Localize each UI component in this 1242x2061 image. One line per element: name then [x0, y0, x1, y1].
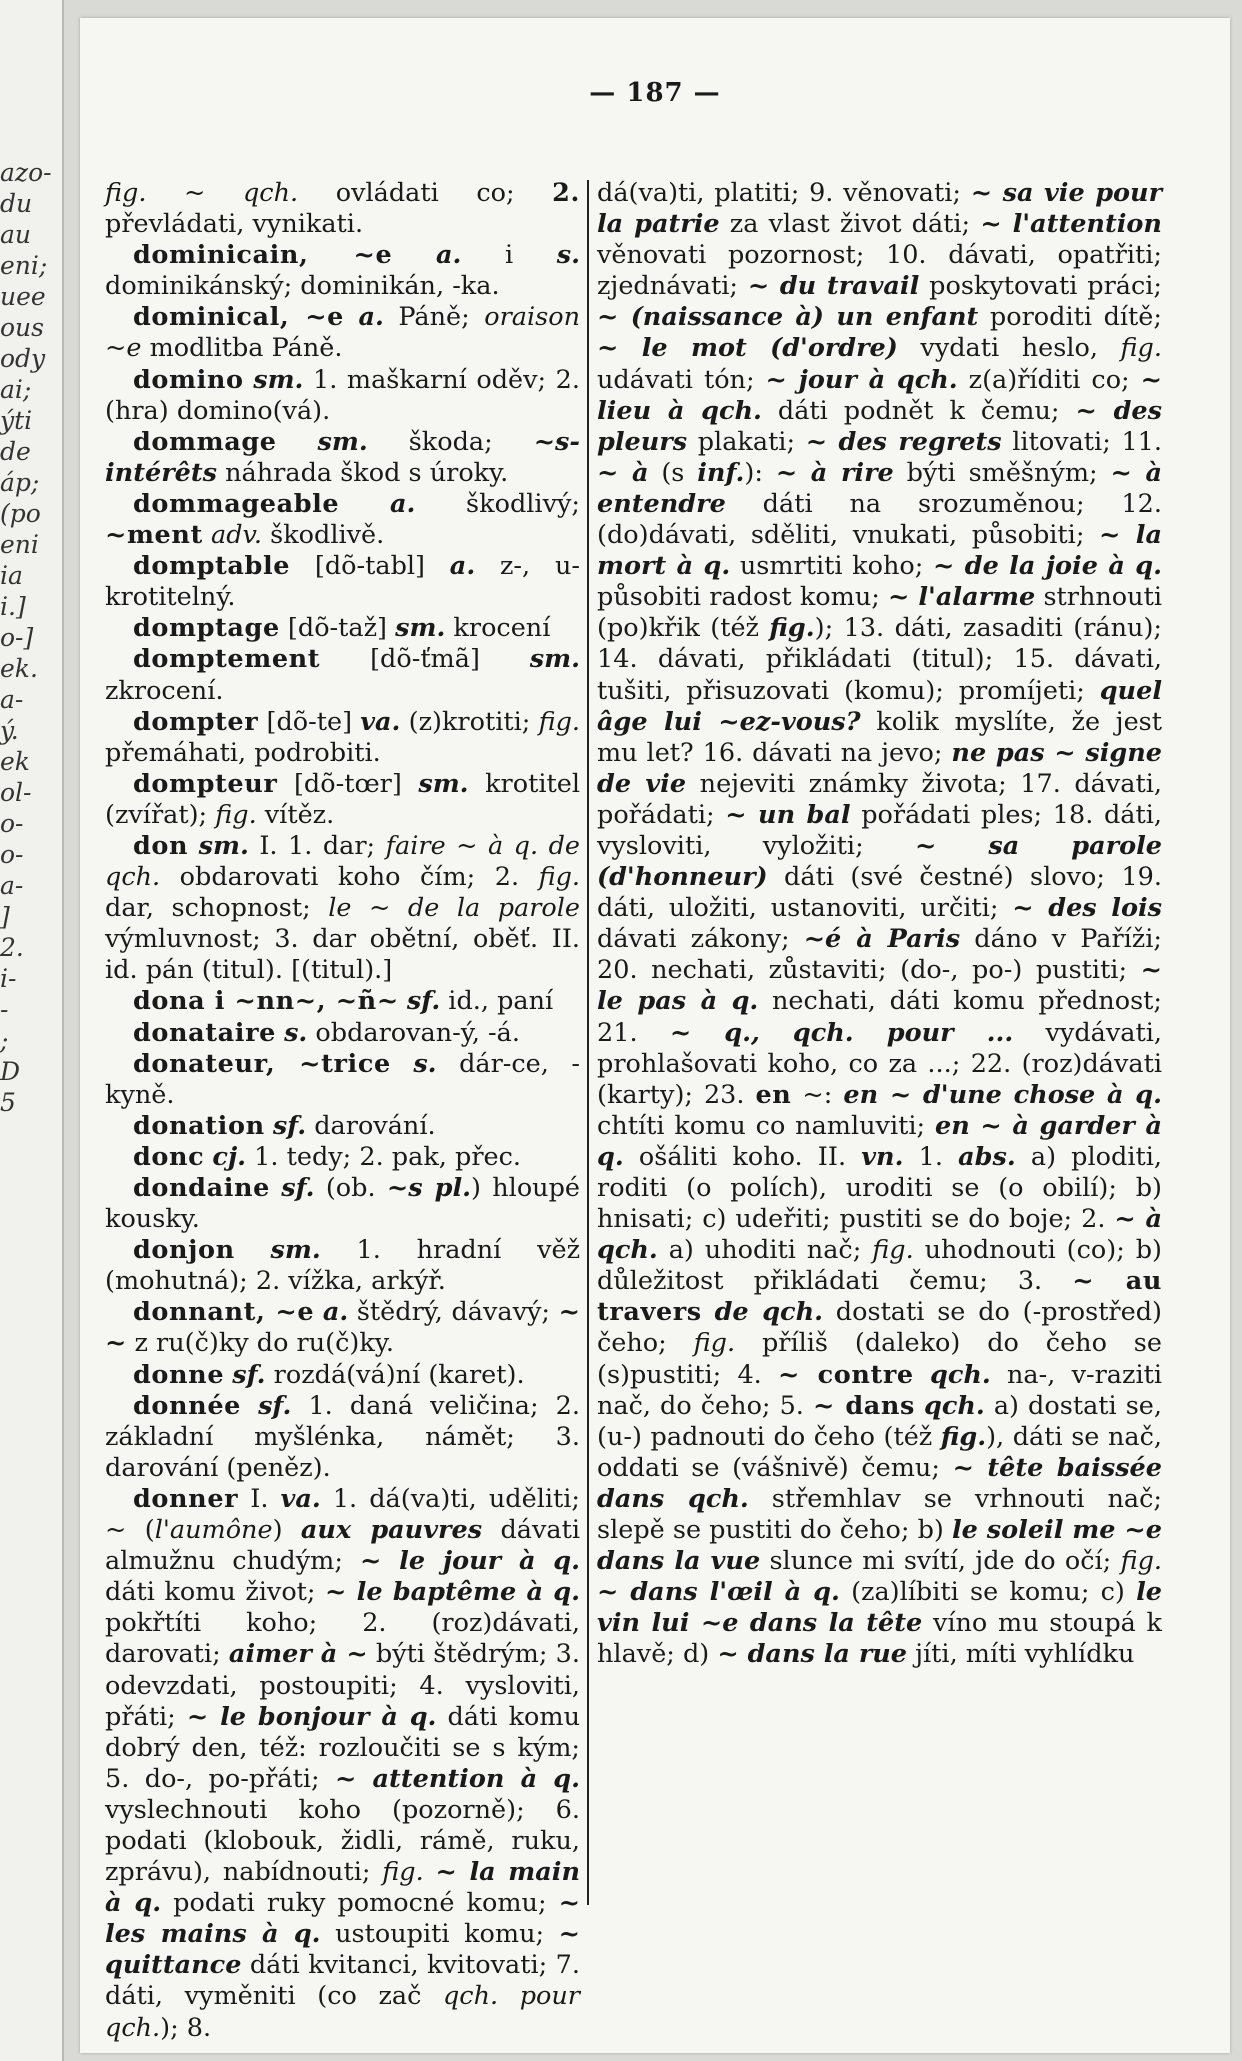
definition-text: na-, v-raziti nač, do čeho; 5. — [597, 1359, 1163, 1421]
headword: domptable — [133, 551, 291, 582]
definition-text: uhodnouti (co); b) důležitost přikládati čemu; 3. — [597, 1235, 1162, 1297]
headword: donc — [133, 1141, 205, 1172]
dictionary-entry — [105, 302, 580, 364]
definition-text: přemáhati, podrobiti. — [105, 737, 381, 768]
definition-text: škodlivý; — [415, 488, 580, 519]
italic-phrase: ~ le bonjour à q. — [186, 1701, 437, 1732]
italic-phrase: sm. — [418, 768, 469, 799]
headword: en — [755, 1079, 792, 1110]
headword: donnée — [133, 1390, 241, 1421]
headword: don — [133, 830, 189, 861]
dictionary-entry — [105, 1484, 580, 2044]
dictionary-entry — [105, 489, 580, 551]
italic-phrase: ~ à qch. — [597, 1204, 1162, 1266]
italic-phrase: sf. — [272, 1110, 307, 1141]
italic-phrase: ~ l'alarme — [888, 582, 1036, 613]
italic-phrase: qch. — [929, 1359, 991, 1390]
headword: dommage — [133, 426, 277, 457]
previous-page-fragment: de — [0, 437, 31, 466]
italic-phrase: ~ (naissance à) un enfant — [597, 302, 979, 333]
definition-text: I. — [238, 1483, 281, 1514]
italic-phrase: a. — [322, 1297, 349, 1328]
dictionary-entry — [105, 551, 580, 613]
definition-text: strhnouti (po)křik (též — [597, 582, 1162, 644]
definition-text: jíti, míti vyhlídku — [907, 1639, 1135, 1670]
previous-page-fragment: i- — [0, 964, 17, 993]
headword: ~ment — [105, 520, 203, 551]
italic-phrase: le soleil me ~e dans la vue — [597, 1515, 1162, 1577]
definition-text — [391, 1049, 414, 1079]
italic-phrase: ~ de la joie à q. — [932, 551, 1162, 582]
dictionary-entry — [105, 240, 580, 302]
definition-text: 1. hradní věž (mohutná); 2. vížka, arkýř. — [105, 1235, 581, 1297]
definition-text: ); 8. — [160, 2012, 212, 2043]
definition-text: 1. — [903, 1141, 959, 1172]
italic-phrase: fig. — [872, 1235, 914, 1266]
definition-text: obdarovan-ý, -á. — [307, 1017, 520, 1048]
italic-phrase: en ~ à garder à q. — [597, 1110, 1163, 1172]
previous-page-fragment: a- — [0, 871, 24, 900]
definition-text: dáti (své čestné) slovo; 19. dáti, uložiti, ustanoviti, určiti; — [597, 862, 1162, 924]
italic-phrase: sm. — [270, 1235, 321, 1266]
italic-phrase: abs. — [958, 1141, 1016, 1172]
column-divider — [587, 180, 589, 1905]
right-column — [597, 178, 1162, 1671]
definition-text: krotitel (zvířat); — [105, 768, 580, 830]
italic-phrase: ~ le mot (d'ordre) — [597, 333, 898, 364]
definition-text: Páně; — [383, 302, 485, 333]
definition-text — [241, 1391, 258, 1421]
previous-page-fragment: ý. — [0, 716, 19, 745]
italic-phrase: fig. — [1120, 1546, 1162, 1577]
italic-phrase: qch. — [924, 1390, 985, 1421]
italic-phrase: ~ tête baissée dans qch. — [597, 1452, 1162, 1514]
definition-text: víno mu stoupá k hlavě; d) — [597, 1608, 1163, 1670]
definition-text: býti štědrým; 3. odevzdati, postoupiti; 4. vysloviti, přáti; — [105, 1639, 580, 1732]
italic-phrase: fig. — [538, 862, 580, 893]
definition-text: usmrtiti koho; — [730, 551, 933, 582]
dictionary-entry — [105, 1018, 580, 1049]
italic-phrase: faire ~ à q. de qch. — [105, 830, 580, 893]
italic-phrase: ~ à — [597, 457, 649, 488]
definition-text: převládati, vynikati. — [105, 209, 364, 240]
definition-text: [dõ-tabl] — [290, 551, 450, 582]
dictionary-entry — [105, 831, 580, 986]
page-number: — 187 — — [589, 78, 721, 108]
dictionary-entry — [105, 365, 580, 427]
definition-text: pořádati ples; 18. dáti, vysloviti, vyložiti; — [597, 799, 1162, 861]
italic-phrase: ~ sa vie pour la patrie — [597, 178, 1163, 240]
definition-text: za vlast život dáti; — [719, 209, 981, 240]
previous-page-fragment: uee — [0, 282, 46, 311]
headword: ~ dans — [812, 1390, 915, 1421]
definition-text: id., paní — [440, 986, 554, 1017]
italic-phrase: ~ l'attention — [980, 209, 1162, 240]
italic-phrase: sf. — [232, 1359, 266, 1390]
definition-text: [dõ-te] — [258, 706, 361, 737]
headword: domino — [133, 364, 244, 395]
italic-phrase: sm. — [395, 613, 446, 644]
italic-phrase: ~ des pleurs — [597, 395, 1162, 457]
definition-text — [399, 986, 407, 1016]
definition-text: (za)líbiti se komu; c) — [839, 1577, 1137, 1608]
definition-text: 1. dá(va)ti, uděliti; ~ ( — [105, 1483, 580, 1546]
headword: 2. — [552, 178, 580, 208]
italic-phrase: s. — [556, 240, 580, 271]
previous-page-fragment: i.] — [0, 592, 26, 621]
italic-phrase: fig. — [215, 799, 257, 830]
italic-phrase: sm. — [317, 426, 368, 457]
definition-text: ): — [744, 457, 776, 488]
italic-phrase: ~ à rire — [775, 457, 894, 488]
definition-text: výmluvnost; 3. dar obětní, oběť. II. id. pán (titul). [(titul).] — [105, 924, 580, 986]
definition-text: nechati, dáti komu přednost; 21. — [597, 986, 1162, 1048]
headword: dominicain, ~e — [133, 240, 393, 271]
headword: dompteur — [133, 768, 278, 799]
italic-phrase: ~ le pas à q. — [597, 955, 1162, 1017]
headword: ~ contre — [778, 1359, 914, 1390]
definition-text: věnovati pozornost; 10. dávati, opatřiti; zjednávati; — [597, 240, 1162, 302]
definition-text: modlitba Páně. — [141, 333, 343, 364]
previous-page-fragment: 2. — [0, 933, 24, 962]
previous-page-fragment: ýti — [0, 406, 33, 435]
definition-text: ovládati co; — [298, 178, 553, 208]
definition-text: škoda; — [367, 426, 534, 457]
previous-page-fragment: ek. — [0, 654, 38, 683]
italic-phrase: en ~ d'une chose à q. — [843, 1079, 1162, 1110]
definition-text: krocení — [445, 613, 551, 644]
previous-page-fragment: ous — [0, 313, 44, 342]
definition-text: rozdá(vá)ní (karet). — [265, 1359, 525, 1390]
definition-text: ); 13. dáti, zasaditi (ránu); 14. dávati, přikládati (titul); 15. dávati, tušiti, přisuzovati (komu); promíjeti; — [597, 613, 1162, 706]
italic-phrase: ~ des lois — [1012, 893, 1162, 924]
previous-page-fragment: a- — [0, 685, 24, 714]
dictionary-entry — [105, 1049, 580, 1111]
definition-text: dávati almužnu chudým; — [105, 1515, 580, 1577]
italic-phrase: inf. — [697, 457, 745, 488]
headword: dona i ~nn~, ~ñ~ — [133, 986, 399, 1017]
definition-text: kolik myslíte, že jest mu let? 16. dávati na jevo; — [597, 706, 1162, 768]
definition-text: dáti podnět k čemu; — [761, 395, 1076, 426]
definition-text: dáti komu dobrý den, též: rozloučiti se s kým; 5. do-, po-přáti; — [105, 1701, 580, 1794]
italic-phrase: oraison ~e — [105, 302, 580, 364]
dictionary-entry — [105, 1235, 580, 1297]
previous-page-fragment: ] — [0, 902, 10, 931]
previous-page-fragment: du — [0, 189, 33, 218]
previous-page-fragment: ia — [0, 561, 23, 590]
italic-phrase: ~ sa parole (d'honneur) — [597, 830, 1162, 893]
italic-phrase: ne pas ~ signe de vie — [597, 737, 1163, 799]
headword: domptage — [133, 613, 280, 644]
definition-text: z ru(č)ky do ru(č)ky. — [126, 1328, 394, 1359]
definition-text — [235, 1235, 271, 1265]
dictionary-entry — [105, 707, 580, 769]
dictionary-entry — [105, 427, 580, 489]
previous-page-edge — [0, 0, 64, 2061]
italic-phrase: va. — [280, 1483, 321, 1514]
definition-text: dominikánský; dominikán, -ka. — [105, 271, 500, 302]
definition-text: dávati zákony; — [597, 924, 804, 955]
definition-text: darování. — [306, 1110, 436, 1141]
definition-text — [424, 1857, 436, 1887]
previous-page-fragment: ek — [0, 747, 30, 776]
previous-page-fragment: ol- — [0, 778, 32, 807]
headword: ~ au travers — [597, 1266, 1162, 1328]
dictionary-entry — [105, 613, 580, 644]
dictionary-entry — [105, 1391, 580, 1484]
definition-text: ~: — [791, 1079, 844, 1110]
definition-text: litovati; 11. — [1001, 426, 1162, 457]
definition-text: a) uhoditi nač; — [657, 1235, 873, 1266]
definition-text: [dõ-tœr] — [277, 768, 419, 799]
italic-phrase: ~s-intérêts — [105, 426, 580, 488]
definition-text: (ob. — [314, 1173, 387, 1203]
previous-page-fragment: eni; — [0, 251, 48, 280]
dictionary-entry — [105, 1360, 580, 1391]
headword: donner — [133, 1483, 239, 1514]
previous-page-fragment: áp; — [0, 468, 40, 497]
definition-text — [203, 520, 211, 550]
definition-text: ustoupiti komu; — [320, 1919, 559, 1950]
previous-page-fragment: o-] — [0, 623, 34, 652]
definition-text: obdarovati koho čím; 2. — [160, 862, 539, 893]
definition-text — [277, 427, 318, 457]
dictionary-entry — [105, 769, 580, 831]
italic-phrase: ~ du travail — [747, 271, 920, 302]
definition-text: ) — [272, 1515, 301, 1546]
definition-text: 1. daná veličina; 2. základní myšlénka, námět; 3. darování (peněz). — [105, 1390, 580, 1483]
italic-phrase: fig. — [538, 706, 580, 737]
dictionary-entry — [105, 1297, 580, 1359]
headword: donnant, ~e — [133, 1297, 315, 1328]
italic-phrase: ~ des regrets — [805, 426, 1002, 457]
italic-phrase: s. — [284, 1017, 308, 1048]
previous-page-fragment: o- — [0, 809, 24, 838]
italic-phrase: a. — [435, 240, 462, 271]
entry-continuation — [105, 178, 580, 240]
previous-page-fragment: o- — [0, 840, 24, 869]
definition-text — [344, 302, 359, 332]
previous-page-fragment: ody — [0, 344, 46, 373]
definition-text: a) dostati se, (u-) padnouti do čeho (též — [597, 1390, 1162, 1452]
italic-phrase: aux pauvres — [300, 1515, 483, 1546]
definition-text: štědrý, dávavý; — [348, 1297, 559, 1328]
definition-text — [270, 1173, 281, 1203]
headword: dommageable — [133, 488, 340, 519]
italic-phrase: ~ un bal — [725, 799, 851, 830]
definition-text: býti směšným; — [893, 457, 1111, 488]
definition-text: dár-ce, -kyně. — [105, 1048, 581, 1110]
definition-text: z-, u-krotitelný. — [105, 551, 580, 613]
dictionary-entry — [105, 1111, 580, 1142]
definition-text: dá(va)ti, platiti; 9. věnovati; — [597, 178, 971, 208]
definition-text: škodlivě. — [262, 520, 385, 551]
previous-page-fragment: eni — [0, 530, 39, 559]
definition-text: vítěz. — [256, 799, 335, 830]
italic-phrase: sm. — [529, 644, 580, 675]
italic-phrase: l'aumône — [154, 1515, 273, 1546]
italic-phrase: ~ dans la rue — [717, 1639, 908, 1670]
definition-text: dar, schopnost; — [105, 893, 329, 924]
definition-text — [915, 1391, 924, 1421]
previous-page-fragment: azo- — [0, 158, 52, 187]
left-column — [105, 178, 580, 2044]
definition-text: zkrocení. — [105, 675, 224, 706]
previous-page-fragment: 5 — [0, 1088, 16, 1117]
italic-phrase: ~ quittance — [105, 1919, 581, 1981]
italic-phrase: ~ jour à qch. — [765, 364, 958, 395]
italic-phrase: ~ dans l'œil à q. — [597, 1577, 840, 1608]
definition-text — [914, 1360, 930, 1390]
italic-phrase: fig. — [1120, 333, 1162, 364]
italic-phrase: ~ les mains à q. — [105, 1888, 580, 1950]
italic-phrase: fig. — [382, 1857, 424, 1888]
headword: dondaine — [133, 1173, 270, 1203]
definition-text: vyslechnouti koho (pozorně); 6. podati (klobouk, židli, rámě, ruku, zprávu), nabídnouti; — [105, 1794, 580, 1888]
italic-phrase: ~ lieu à qch. — [597, 364, 1162, 426]
definition-text: [dõ-taž] — [279, 613, 396, 644]
italic-phrase: ~é à Paris — [803, 924, 961, 955]
definition-text: dáti na srozuměnou; 12. (do)dávati, sděliti, vnukati, působiti; — [597, 488, 1162, 551]
italic-phrase: ~ la main à q. — [105, 1857, 580, 1919]
definition-text: 1. maškarní oděv; 2. (hra) domino(vá). — [105, 364, 580, 426]
italic-phrase: ~ attention à q. — [334, 1763, 581, 1794]
definition-text — [314, 1297, 323, 1327]
definition-text: ), dáti se nač, oddati se (vášnivě) čemu; — [597, 1421, 1162, 1483]
italic-phrase: sm. — [253, 364, 304, 395]
italic-phrase: va. — [360, 706, 401, 737]
definition-text — [276, 1018, 284, 1048]
dictionary-entry — [105, 986, 580, 1017]
definition-text: střemhlav se vrhnouti nač; slepě se pustiti do čeho; b) — [597, 1483, 1162, 1546]
definition-text — [265, 1111, 273, 1141]
headword: donjon — [133, 1235, 235, 1266]
definition-text — [188, 831, 198, 861]
italic-phrase: fig. — [693, 1328, 736, 1359]
definition-text: ošáliti koho. II. — [623, 1141, 862, 1172]
italic-phrase: a. — [358, 302, 384, 333]
definition-text: plakati; — [687, 426, 806, 457]
italic-phrase: cj. — [212, 1141, 247, 1172]
definition-text: (s — [648, 457, 698, 488]
italic-phrase: fig. — [769, 613, 815, 644]
definition-text: ) hloupé kousky. — [105, 1173, 581, 1235]
italic-phrase: ~ ~ — [105, 1297, 580, 1359]
definition-text: i — [461, 240, 557, 271]
definition-text: působiti radost komu; — [597, 582, 889, 613]
italic-phrase: fig. ~ qch. — [105, 178, 299, 208]
definition-text: dostati se do (-prostřed) čeho; — [597, 1297, 1162, 1359]
definition-text: [dõ-ťmã] — [320, 644, 530, 675]
italic-phrase: sf. — [258, 1390, 292, 1421]
definition-text: a) ploditi, roditi (o polích), uroditi se (o obilí); b) hnisati; c) udeřiti; pustiti se do boje; 2. — [597, 1141, 1162, 1235]
dictionary-entry — [105, 1173, 580, 1235]
definition-text: vydávati, prohlašovati koho, co za ...; 22. (roz)dávati (karty); 23. — [597, 1017, 1162, 1110]
italic-phrase: qch. pour qch. — [105, 1981, 580, 2043]
definition-text: z(a)říditi co; — [957, 364, 1141, 395]
italic-phrase: a. — [389, 488, 416, 519]
dictionary-entry — [105, 644, 580, 706]
headword: donataire — [133, 1017, 276, 1048]
dictionary-entry — [105, 1142, 580, 1173]
definition-text — [339, 489, 390, 519]
italic-phrase: sf. — [406, 986, 441, 1017]
italic-phrase: aimer à ~ — [228, 1639, 368, 1670]
definition-text: nejeviti známky života; 17. dávati, pořádati; — [597, 768, 1162, 830]
italic-phrase: de qch. — [714, 1297, 823, 1328]
headword: dompter — [133, 706, 259, 737]
italic-phrase: sm. — [198, 830, 249, 861]
definition-text: chtíti komu co namluviti; — [597, 1110, 935, 1141]
italic-phrase: ~ la mort à q. — [597, 520, 1162, 582]
italic-phrase: quel âge lui ~ez-vous? — [597, 675, 1162, 737]
definition-text: pokřtíti koho; 2. (roz)dávati, darovati; — [105, 1608, 580, 1670]
definition-text: I. 1. dar; — [248, 830, 386, 861]
definition-text: 1. tedy; 2. pak, přec. — [246, 1141, 521, 1172]
definition-text — [702, 1297, 715, 1327]
definition-text — [244, 365, 254, 395]
definition-text: (z)krotiti; — [400, 706, 539, 737]
previous-page-fragment: - — [0, 995, 9, 1024]
italic-phrase: ~s pl. — [386, 1173, 472, 1203]
headword: dominical, ~e — [133, 302, 345, 333]
definition-text: vydati heslo, — [897, 333, 1121, 364]
dictionary-page — [80, 18, 1230, 2053]
definition-text: poroditi dítě; — [978, 302, 1162, 333]
italic-phrase: vn. — [861, 1141, 904, 1172]
italic-phrase: ~ le jour à q. — [359, 1546, 580, 1577]
headword: donation — [133, 1110, 265, 1141]
italic-phrase: a. — [449, 551, 476, 582]
italic-phrase: ~ à entendre — [597, 457, 1162, 519]
definition-text: podati ruky pomocné komu; — [161, 1888, 559, 1919]
entry-continuation — [597, 178, 1162, 1671]
previous-page-fragment: au — [0, 220, 32, 249]
definition-text: příliš (daleko) do čeho se (s)pustiti; 4. — [597, 1328, 1162, 1390]
definition-text: udávati tón; — [597, 364, 766, 395]
previous-page-fragment: D — [0, 1057, 21, 1086]
definition-text: náhrada škod s úroky. — [217, 457, 509, 488]
italic-phrase: le vin lui ~e dans la tête — [597, 1577, 1162, 1639]
definition-text: dáti komu život; — [105, 1577, 326, 1608]
definition-text: dáno v Paříži; 20. nechati, zůstaviti; (do-, po-) pustiti; — [597, 924, 1162, 986]
italic-phrase: sf. — [281, 1173, 315, 1203]
italic-phrase: ~ le baptême à q. — [325, 1577, 580, 1608]
definition-text: poskytovati práci; — [919, 271, 1162, 302]
previous-page-fragment: ai; — [0, 375, 32, 404]
previous-page-fragment: ; — [0, 1026, 9, 1055]
headword: domptement — [133, 644, 321, 675]
italic-phrase: s. — [413, 1048, 437, 1079]
italic-phrase: le ~ de la parole — [328, 893, 581, 924]
definition-text: slunce mi svítí, jde do očí; — [760, 1546, 1121, 1577]
italic-phrase: adv. — [211, 520, 263, 551]
italic-phrase: fig. — [940, 1421, 987, 1452]
headword: donateur, ~trice — [133, 1048, 391, 1079]
definition-text: dáti kvitanci, kvitovati; 7. dáti, vyměniti (co zač — [105, 1950, 580, 2012]
previous-page-fragment: (po — [0, 499, 41, 528]
italic-phrase: ~ q., qch. pour ... — [669, 1017, 1014, 1048]
headword: donne — [133, 1359, 225, 1390]
definition-text — [392, 240, 436, 270]
